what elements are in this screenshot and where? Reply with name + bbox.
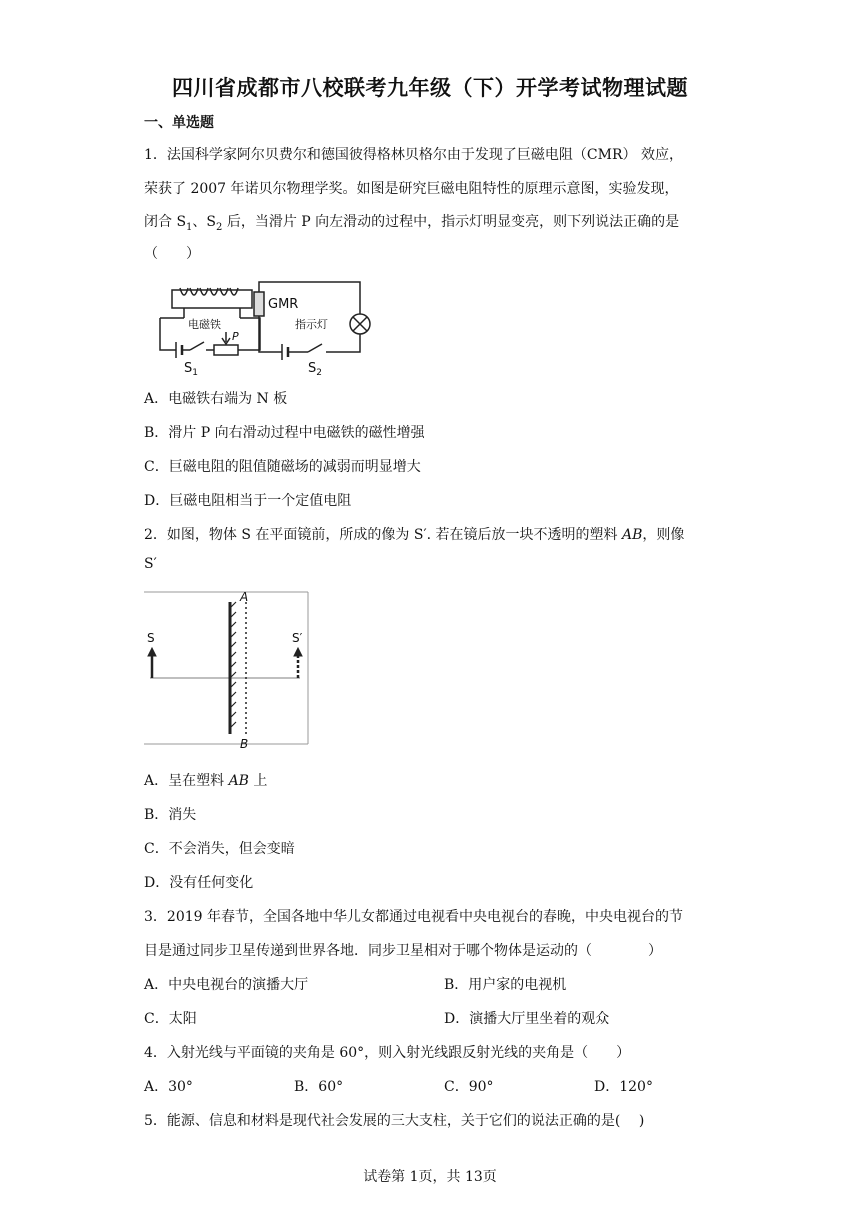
rheostat [214,345,238,355]
switch-s1 [190,342,204,350]
q4-option-d: D．120° [594,1079,653,1095]
label-s-prime: S′ [292,631,303,645]
q3-option-a: A．中央电视台的演播大厅 [144,977,309,993]
section-heading: 一、单选题 [144,115,214,131]
label-s2: $S_2$ [308,361,322,378]
q1-line-2: 荣获了 2007 年诺贝尔物理学奖。如图是研究巨磁电阻特性的原理示意图，实验发现， [144,181,679,197]
q4-option-a: A．30° [144,1079,193,1095]
q4-option-b: B．60° [294,1079,344,1095]
q4-option-c: C．90° [444,1079,494,1095]
q2-option-a: A．呈在塑料 AB 上 [144,773,268,789]
q3-option-b: B．用户家的电视机 [444,977,567,993]
q1-line-1: 1．法国科学家阿尔贝费尔和德国彼得格林贝格尔由于发现了巨磁电阻（CMR） 效应， [144,147,683,163]
q5-line-1: 5．能源、信息和材料是现代社会发展的三大支柱，关于它们的说法正确的是( ) [144,1113,645,1129]
coil-windings [180,288,238,295]
q1-option-c: C．巨磁电阻的阻值随磁场的减弱而明显增大 [144,459,421,475]
q3-option-d: D．演播大厅里坐着的观众 [444,1011,610,1027]
label-electromagnet: 电磁铁 [188,318,221,331]
page-title: 四川省成都市八校联考九年级（下）开学考试物理试题 [172,76,688,100]
q3-option-c: C．太阳 [144,1011,197,1027]
switch-s2 [308,344,322,352]
q1-option-d: D．巨磁电阻相当于一个定值电阻 [144,493,352,509]
q2-mirror-diagram [144,588,314,750]
label-s1: $S_1$ [184,361,198,378]
label-a: A [240,590,249,604]
q3-line-1: 3．2019 年春节，全国各地中华儿女都通过电视看中央电视台的春晚，中央电视台的节 [144,909,683,925]
gmr-element [254,292,264,316]
q1-option-a: A．电磁铁右端为 N 板 [144,391,288,407]
label-gmr: GMR [268,297,299,312]
q1-option-b: B．滑片 P 向右滑动过程中电磁铁的磁性增强 [144,425,425,441]
page-footer: 试卷第 1页，共 13页 [363,1169,497,1185]
label-s: S [147,631,155,645]
q2-line-1: 2．如图，物体 S 在平面镜前，所成的像为 S′. 若在镜后放一块不透明的塑料 AB，则像 [144,527,685,543]
q1-line-3: 闭合 $S_1$、$S_2$ 后，当滑片 P 向左滑动的过程中，指示灯明显变亮，则下列说法正确的是 [144,214,680,233]
q2-line-2: S′ [144,556,157,572]
q4-line-1: 4．入射光线与平面镜的夹角是 60°，则入射光线跟反射光线的夹角是（ ） [144,1045,631,1061]
label-b: B [240,737,249,750]
label-p: P [232,330,239,343]
q2-option-b: B．消失 [144,807,197,823]
label-lamp: 指示灯 [295,318,328,331]
q2-option-c: C．不会消失，但会变暗 [144,841,295,857]
q1-circuit-diagram [150,278,380,378]
q1-line-4: （ ） [144,246,200,262]
q3-line-2: 目是通过同步卫星传递到世界各地．同步卫星相对于哪个物体是运动的（ ） [144,943,662,959]
q2-option-d: D．没有任何变化 [144,875,254,891]
